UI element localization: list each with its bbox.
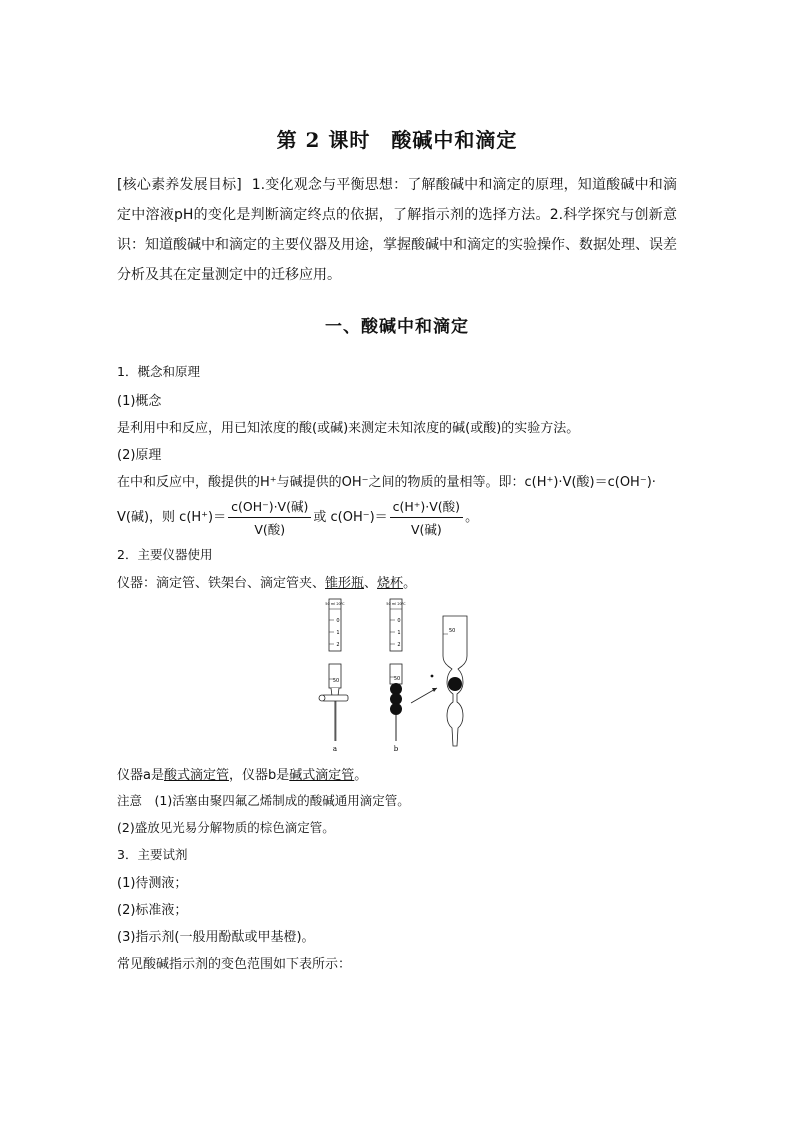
burette-a-scale-50: 50 [332,678,340,684]
concept-text: 是利用中和反应，用已知浓度的酸(或碱)来测定未知浓度的碱(或酸)的实验方法。 [117,421,580,436]
instruments-end: 。 [403,576,417,591]
burette-b-scale-2: 2 [397,642,401,648]
caption-mid: ，仪器b是 [228,768,290,783]
objectives-text: 1.变化观念与平衡思想：了解酸碱中和滴定的原理，知道酸碱中和滴定中溶液pH的变化是判断滴定终点的依据，了解指示剂的选择方法。2.科学探究与创新意识：知道酸碱中和滴定的主要仪器及用途，掌握酸碱中和滴定的实验操作、数据处理、误差分析及其在定量测定中的迁移应用。 [117,177,677,283]
formula-prefix: V(碱)，则 c(H⁺)＝ [117,510,227,525]
glass-bead [448,677,462,691]
item3-title: 3．主要试剂 [117,847,188,862]
burette-b-top [386,599,406,651]
burette-a-bottom [319,664,348,753]
burette-b-scale-1: 1 [397,630,401,636]
note-1: 注意 (1)活塞由聚四氟乙烯制成的酸碱通用滴定管。 [117,793,410,808]
caption-base-burette: 碱式滴定管 [289,768,355,783]
reagent-2: (2)标准液； [117,903,188,918]
instrument-flask: 锥形瓶 [325,576,365,591]
instruments-sep: 、 [364,576,378,591]
instrument-beaker: 烧杯 [377,576,404,591]
zoom-arrow [411,688,437,703]
burette-a-scale-0: 0 [336,618,340,624]
principle-text: 在中和反应中，酸提供的H⁺与碱提供的OH⁻之间的物质的量相等。即：c(H⁺)·V(酸)＝c(OH⁻)· [117,475,656,490]
detail-scale-50: 50 [449,628,456,634]
burette-detail-enlarged [431,616,467,746]
burette-a-scale-2: 2 [336,642,340,648]
label-a: a [332,745,338,753]
label-b: b [393,745,399,753]
section-heading: 一、酸碱中和滴定 [325,317,469,337]
burette-b-capacity: 50 ml 20℃ [386,602,406,606]
caption-acid-burette: 酸式滴定管 [163,768,229,783]
instruments-line [117,572,416,591]
caption-end: 。 [354,768,368,783]
reagent-3: (3)指示剂(一般用酚酞或甲基橙)。 [117,930,315,945]
instruments-prefix: 仪器：滴定管、铁架台、滴定管夹、 [117,576,326,591]
item2-title: 2．主要仪器使用 [117,547,213,562]
table-intro: 常见酸碱指示剂的变色范围如下表所示： [117,957,352,972]
fraction-base-numerator: c(H⁺)·V(酸) [390,497,463,518]
objectives-label: [核心素养发展目标] [117,177,242,193]
fraction-acid [228,497,311,538]
fraction-base [390,497,463,538]
core-objectives-paragraph [117,170,677,290]
concept-label: (1)概念 [117,394,162,409]
burette-b-scale-0: 0 [397,618,401,624]
reagent-1: (1)待测液； [117,876,188,891]
burette-b-scale-50: 50 [393,676,401,682]
burette-b-bottom [390,664,402,753]
lesson-title: 第 2 课时 酸碱中和滴定 [276,128,518,152]
fraction-base-denominator: V(碱) [410,522,442,537]
glass-stopcock [322,695,348,701]
principle-label: (2)原理 [117,448,162,463]
burette-a-scale-1: 1 [336,630,340,636]
figure-caption [117,764,367,783]
burette-a-capacity: 50 ml 20℃ [325,602,345,606]
fraction-acid-numerator: c(OH⁻)·V(碱) [228,497,311,518]
formula-end: 。 [465,510,479,525]
burette-a-top [325,599,345,651]
item1-title: 1．概念和原理 [117,364,200,379]
caption-a-pre: 仪器a是 [117,768,164,783]
note-2: (2)盛放见光易分解物质的棕色滴定管。 [117,820,335,835]
titration-formula [117,497,478,538]
burette-figure [315,596,495,756]
formula-middle: 或 c(OH⁻)＝ [313,510,388,525]
fraction-acid-denominator: V(酸) [254,522,286,537]
